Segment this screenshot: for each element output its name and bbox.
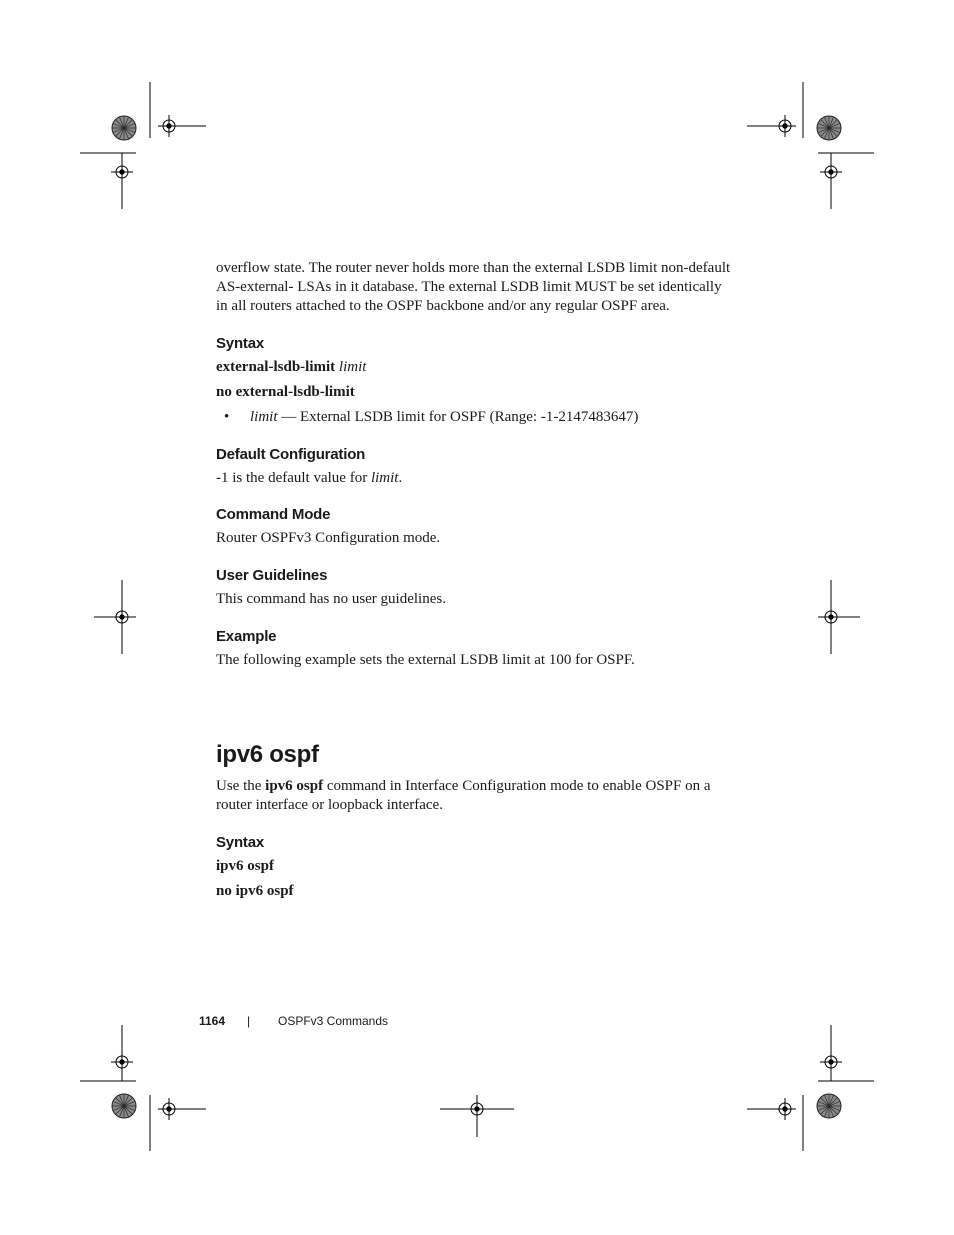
footer-separator: | (247, 1014, 251, 1028)
syntax-no-command-2: no ipv6 ospf (216, 883, 294, 899)
command-name: external-lsdb-limit (216, 359, 336, 375)
syntax-command (216, 358, 736, 377)
example-text: The following example sets the external LSDB limit at 100 for OSPF. (216, 652, 635, 668)
section-title: ipv6 ospf (216, 741, 319, 768)
command-mode-heading: Command Mode (216, 506, 331, 523)
example-heading: Example (216, 628, 277, 645)
syntax-no-command: no external-lsdb-limit (216, 384, 355, 400)
syntax-heading-2: Syntax (216, 834, 264, 851)
page-number: 1164 (199, 1014, 226, 1028)
section-description: Use the ipv6 ospf command in Interface Configuration mode to enable OSPF on a router interface or loopback interface. (216, 778, 711, 813)
page-content (216, 259, 736, 901)
chapter-title: OSPFv3 Commands (278, 1014, 389, 1028)
command-mode-text: Router OSPFv3 Configuration mode. (216, 530, 441, 546)
intro-paragraph: overflow state. The router never holds more than the external LSDB limit non-default AS-external- LSAs in it database. The external LSDB limit MUST be set identically in all routers attached to the OSPF backbone and/or any regular OSPF area. (216, 260, 731, 314)
user-guidelines-text: This command has no user guidelines. (216, 591, 446, 607)
default-config-text: -1 is the default value for limit. (216, 470, 403, 486)
parameter-term: limit (250, 409, 278, 425)
user-guidelines-heading: User Guidelines (216, 567, 328, 584)
command-parameter: limit (338, 359, 367, 375)
syntax-heading: Syntax (216, 335, 264, 352)
parameter-bullet (216, 408, 736, 427)
bullet-dot: • (224, 409, 230, 425)
default-config-heading: Default Configuration (216, 446, 366, 463)
syntax-command-2: ipv6 ospf (216, 858, 274, 874)
parameter-description: — External LSDB limit for OSPF (Range: -1-2147483647) (277, 409, 639, 425)
